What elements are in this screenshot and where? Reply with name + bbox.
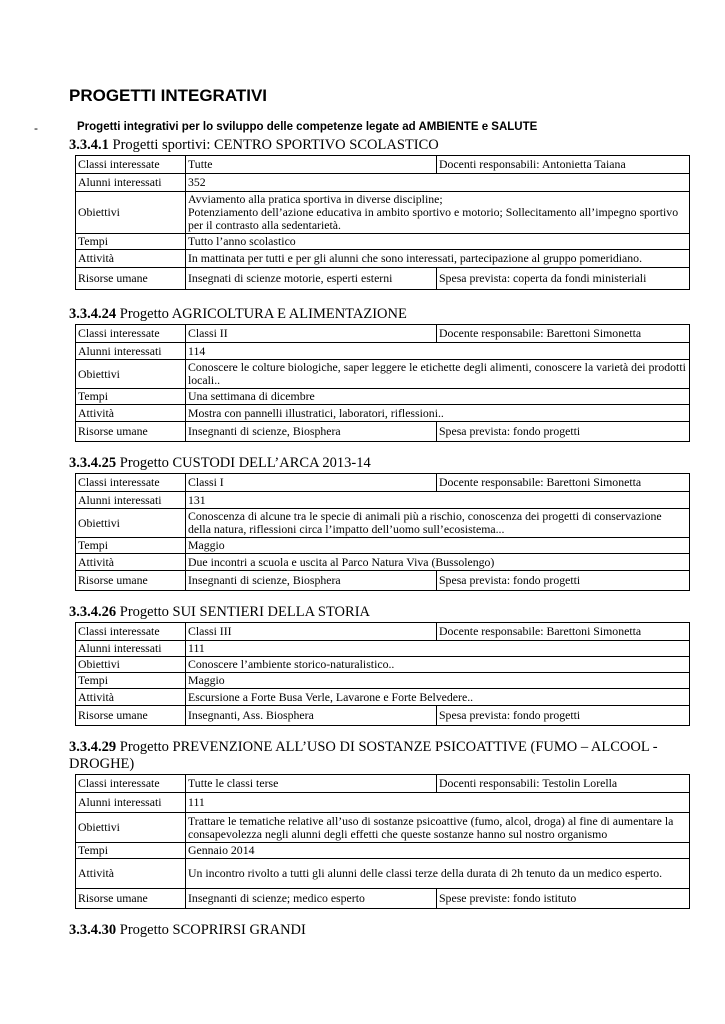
- value-alunni: 114: [186, 343, 690, 360]
- section-title: Progetti sportivi: CENTRO SPORTIVO SCOLASTICO: [112, 137, 439, 153]
- label-classi: Classi interessate: [76, 156, 186, 174]
- label-classi: Classi interessate: [76, 775, 186, 793]
- value-attivita: Un incontro rivolto a tutti gli alunni delle classi terze della durata di 2h tenuto da un medico esperto.: [186, 859, 690, 889]
- value-tempi: Tutto l’anno scolastico: [186, 234, 690, 250]
- value-tempi: Maggio: [186, 538, 690, 554]
- label-risorse: Risorse umane: [76, 706, 186, 726]
- section-title: Progetto PREVENZIONE ALL’USO DI SOSTANZE PSICOATTIVE (FUMO – ALCOOL - DROGHE): [69, 739, 658, 772]
- section-title: Progetto SUI SENTIERI DELLA STORIA: [119, 604, 371, 620]
- label-risorse: Risorse umane: [76, 268, 186, 290]
- project-section-custodi: [69, 455, 691, 591]
- section-number: 3.3.4.29: [69, 739, 117, 755]
- label-obiettivi: Obiettivi: [76, 192, 186, 234]
- label-obiettivi: Obiettivi: [76, 657, 186, 673]
- value-obiettivi: Trattare le tematiche relative all’uso di sostanze psicoattive (fumo, alcol, droga) al fine di aumentare la consapevolezza negli alunni degli effetti che queste sostanze hanno sul nostro organismo: [186, 813, 690, 843]
- section-title: Progetto AGRICOLTURA E ALIMENTAZIONE: [119, 306, 407, 322]
- label-alunni: Alunni interessati: [76, 174, 186, 192]
- value-tempi: Una settimana di dicembre: [186, 389, 690, 405]
- section-heading: [69, 922, 691, 939]
- section-number: 3.3.4.26: [69, 604, 117, 620]
- value-spesa: Spesa prevista: coperta da fondi ministeriali: [437, 268, 690, 290]
- value-classi: Tutte le classi terse: [186, 775, 437, 793]
- section-number: 3.3.4.30: [69, 922, 117, 938]
- label-attivita: Attività: [76, 689, 186, 706]
- value-obiettivi: [186, 192, 690, 234]
- value-classi: Classi III: [186, 623, 437, 641]
- value-alunni: 111: [186, 793, 690, 813]
- label-classi: Classi interessate: [76, 623, 186, 641]
- section-subtitle: Progetti integrativi per lo sviluppo delle competenze legate ad AMBIENTE e SALUTE: [77, 121, 538, 133]
- value-classi: Classi I: [186, 474, 437, 492]
- label-tempi: Tempi: [76, 234, 186, 250]
- value-spesa: Spese previste: fondo istituto: [437, 889, 690, 909]
- label-risorse: Risorse umane: [76, 571, 186, 591]
- label-alunni: Alunni interessati: [76, 641, 186, 657]
- value-alunni: 131: [186, 492, 690, 509]
- value-obiettivi: Conoscere l’ambiente storico-naturalistico..: [186, 657, 690, 673]
- value-risorse: Insegnanti di scienze, Biosphera: [186, 422, 437, 442]
- label-alunni: Alunni interessati: [76, 492, 186, 509]
- label-alunni: Alunni interessati: [76, 793, 186, 813]
- value-spesa: Spesa prevista: fondo progetti: [437, 706, 690, 726]
- page-title: PROGETTI INTEGRATIVI: [69, 86, 268, 105]
- section-heading: [69, 306, 691, 323]
- value-spesa: Spesa prevista: fondo progetti: [437, 422, 690, 442]
- label-risorse: Risorse umane: [76, 889, 186, 909]
- value-obiettivi: Conoscere le colture biologiche, saper leggere le etichette degli alimenti, conoscere la varietà dei prodotti locali..: [186, 360, 690, 389]
- value-risorse: Insegnanti di scienze, Biosphera: [186, 571, 437, 591]
- section-title: Progetto CUSTODI DELL’ARCA 2013-14: [119, 455, 371, 471]
- value-attivita: Mostra con pannelli illustratici, laboratori, riflessioni..: [186, 405, 690, 422]
- project-section-sportivi: [69, 137, 691, 290]
- value-risorse: Insegnati di scienze motorie, esperti esterni: [186, 268, 437, 290]
- label-obiettivi: Obiettivi: [76, 509, 186, 538]
- project-table: [75, 774, 690, 909]
- section-number: 3.3.4.1: [69, 137, 109, 153]
- section-number: 3.3.4.24: [69, 306, 117, 322]
- project-table: [75, 473, 690, 591]
- value-docenti: Docente responsabile: Barettoni Simonetta: [437, 325, 690, 343]
- value-docenti: Docente responsabile: Barettoni Simonetta: [437, 474, 690, 492]
- label-tempi: Tempi: [76, 673, 186, 689]
- project-section-scoprirsi: [69, 922, 691, 940]
- obiettivi-line: Potenziamento dell’azione educativa in ambito sportivo e motorio; Sollecitamento all’impegno sportivo per il contrasto alla sedentarietà.: [188, 205, 679, 232]
- project-section-prevenzione: [69, 739, 691, 909]
- project-section-sentieri: [69, 604, 691, 726]
- label-tempi: Tempi: [76, 538, 186, 554]
- label-tempi: Tempi: [76, 389, 186, 405]
- list-bullet: -: [34, 121, 38, 135]
- value-attivita: In mattinata per tutti e per gli alunni che sono interessati, partecipazione al gruppo pomeridiano.: [186, 250, 690, 268]
- value-risorse: Insegnanti, Ass. Biosphera: [186, 706, 437, 726]
- value-attivita: Escursione a Forte Busa Verle, Lavarone e Forte Belvedere..: [186, 689, 690, 706]
- value-alunni: 352: [186, 174, 690, 192]
- label-risorse: Risorse umane: [76, 422, 186, 442]
- value-tempi: Gennaio 2014: [186, 843, 690, 859]
- section-heading: [69, 739, 691, 773]
- value-alunni: 111: [186, 641, 690, 657]
- label-alunni: Alunni interessati: [76, 343, 186, 360]
- section-title: Progetto SCOPRIRSI GRANDI: [119, 922, 306, 938]
- project-table: [75, 324, 690, 442]
- value-classi: Tutte: [186, 156, 437, 174]
- value-docenti: Docente responsabile: Barettoni Simonetta: [437, 623, 690, 641]
- label-tempi: Tempi: [76, 843, 186, 859]
- label-obiettivi: Obiettivi: [76, 360, 186, 389]
- value-tempi: Maggio: [186, 673, 690, 689]
- value-risorse: Insegnanti di scienze; medico esperto: [186, 889, 437, 909]
- label-attivita: Attività: [76, 405, 186, 422]
- section-heading: [69, 604, 691, 621]
- project-table: [75, 622, 690, 726]
- value-spesa: Spesa prevista: fondo progetti: [437, 571, 690, 591]
- label-attivita: Attività: [76, 250, 186, 268]
- value-classi: Classi II: [186, 325, 437, 343]
- label-attivita: Attività: [76, 554, 186, 571]
- value-obiettivi: Conoscenza di alcune tra le specie di animali più a rischio, conoscenza dei progetti di conservazione della natura, riflessioni circa l’impatto dell’uomo sull’ecosistema...: [186, 509, 690, 538]
- label-classi: Classi interessate: [76, 325, 186, 343]
- label-classi: Classi interessate: [76, 474, 186, 492]
- project-section-agricoltura: [69, 306, 691, 442]
- section-number: 3.3.4.25: [69, 455, 117, 471]
- value-docenti: Docenti responsabili: Testolin Lorella: [437, 775, 690, 793]
- label-obiettivi: Obiettivi: [76, 813, 186, 843]
- label-attivita: Attività: [76, 859, 186, 889]
- value-docenti: Docenti responsabili: Antonietta Taiana: [437, 156, 690, 174]
- section-heading: [69, 455, 691, 472]
- obiettivi-line: Avviamento alla pratica sportiva in diverse discipline;: [188, 192, 443, 206]
- value-attivita: Due incontri a scuola e uscita al Parco Natura Viva (Bussolengo): [186, 554, 690, 571]
- project-table: [75, 155, 690, 290]
- section-heading: [69, 137, 691, 154]
